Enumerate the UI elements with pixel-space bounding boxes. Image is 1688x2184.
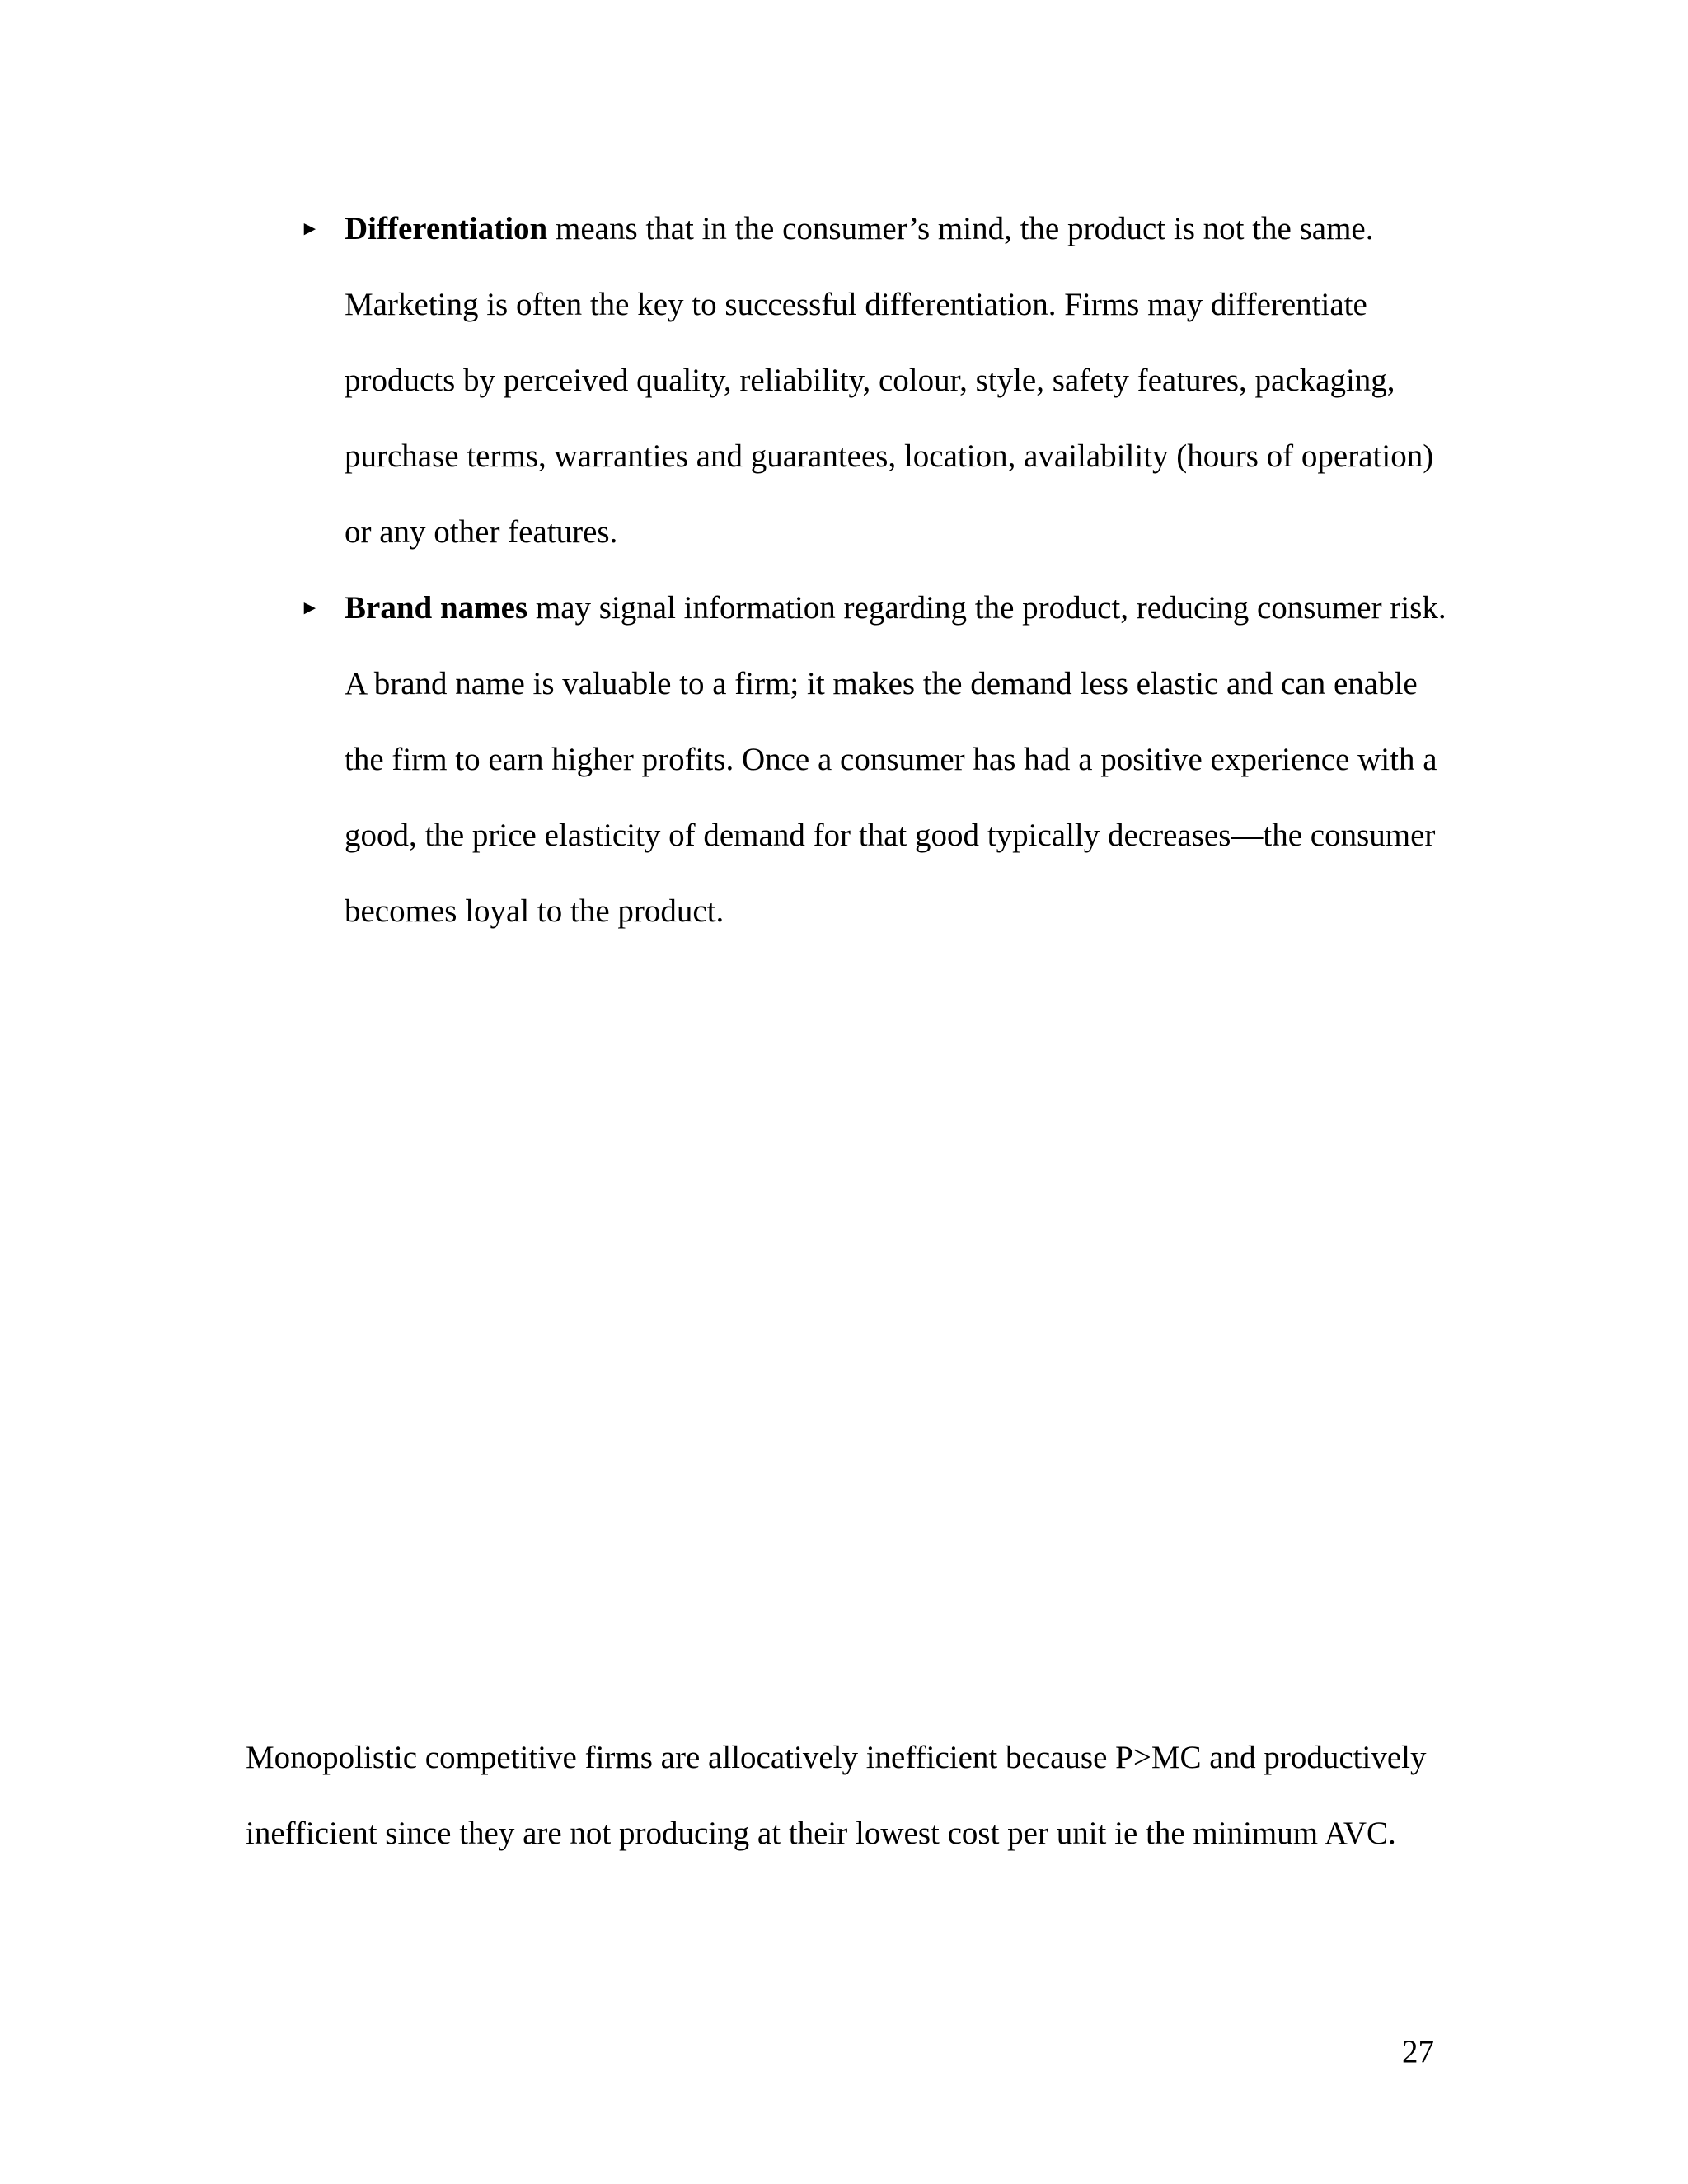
- bullet-text: may signal information regarding the product, reducing consumer risk. A brand name is valuable to a firm; it makes the demand less elastic and can enable the firm to earn higher profits. Once a consumer has had a positive experience with a good, the price elasticity of demand for that good typically decreases—the consumer becomes loyal to the product.: [345, 590, 1447, 929]
- bullet-item-differentiation: [293, 191, 1447, 570]
- page-number: 27: [1402, 2034, 1434, 2069]
- bullet-term: Differentiation: [345, 211, 548, 246]
- triangle-right-icon: ►: [300, 598, 320, 619]
- bullet-term: Brand names: [345, 590, 528, 626]
- body-paragraph: Monopolistic competitive firms are allocatively inefficient because P>MC and productively inefficient since they are not producing at their lowest cost per unit ie the minimum AVC.: [246, 1740, 1427, 1851]
- bullet-text: means that in the consumer’s mind, the product is not the same. Marketing is often the key to successful differentiation. Firms may differentiate products by perceived quality, reliability, colour, style, safety features, packaging, purchase terms, warranties and guarantees, location, availability (hours of operation) or any other features.: [345, 211, 1434, 550]
- bullet-item-brand-names: [293, 570, 1447, 949]
- triangle-right-icon: ►: [300, 218, 320, 240]
- bullet-list: [293, 191, 1447, 949]
